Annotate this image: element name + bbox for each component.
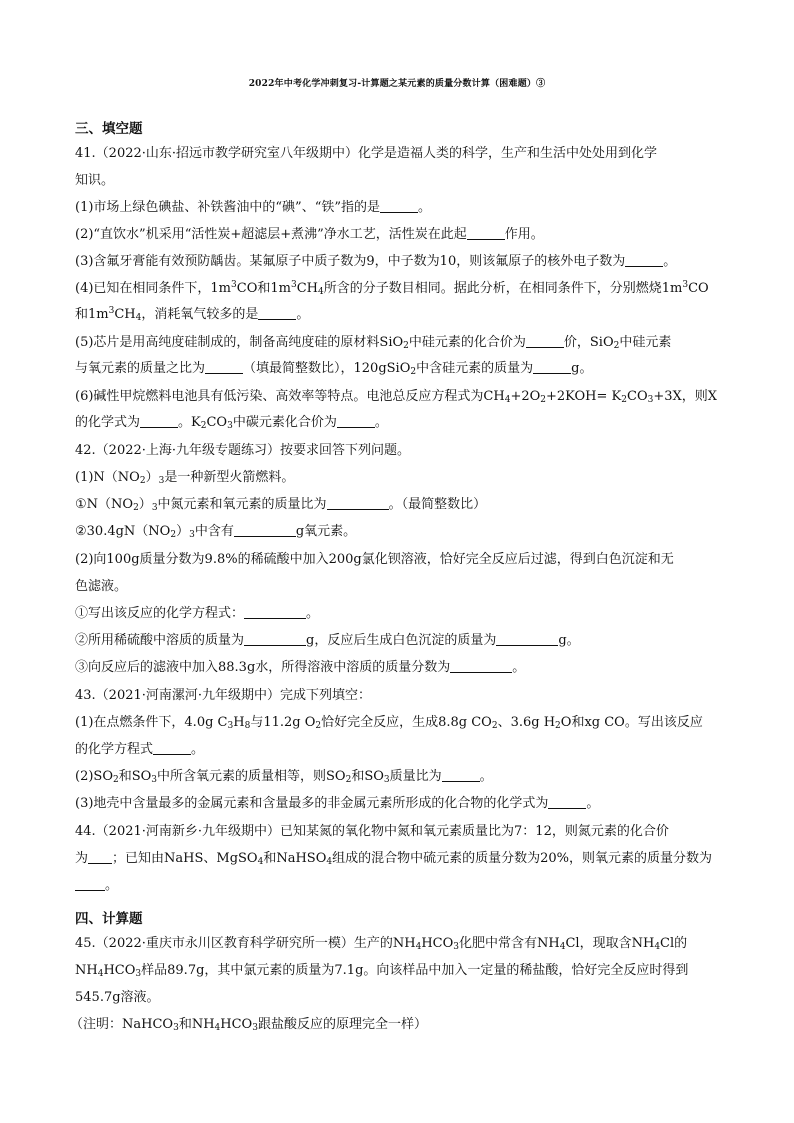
answer-blank[interactable] [88,850,112,864]
answer-blank[interactable] [75,877,105,891]
answer-blank[interactable] [258,306,296,320]
q41-part2: (2)“直饮水”机采用“活性炭+超滤层+煮沸”净水工艺，活性炭在此起 作用。 [75,227,544,242]
answer-blank[interactable] [625,253,663,267]
answer-blank[interactable] [327,496,389,510]
answer-blank[interactable] [496,632,558,646]
answer-blank[interactable] [140,414,178,428]
answer-blank[interactable] [450,659,512,673]
q41-part4-line2: 和$1m^3CH_4$，消耗氧气较多的是 。 [75,306,310,323]
q42-part1: $(1)N(NO_2)_3$是一种新型火箭燃料。 [75,470,295,486]
q45-line2: $NH_4HCO_3$样品89.7g，其中氯元素的质量为7.1g。向该样品中加入一定量的稀盐酸，恰好完全反应时得到 [75,963,689,979]
answer-blank[interactable] [244,632,306,646]
q42-part2-line1: (2)向100g质量分数为9.8%的稀硫酸中加入200g氯化钡溶液，恰好完全反应后过滤，得到白色沉淀和无 [75,552,674,567]
q42-stem: 42.（2022·上海·九年级专题练习）按要求回答下列问题。 [75,443,411,458]
answer-blank[interactable] [548,795,586,809]
q41-part5-line2: 与氧元素的质量之比为 （填最简整数比），120gSiO$_2$中含硅元素的质量为 g。 [75,361,593,377]
q45-line1: 45.（2022·重庆市永川区教育科学研究所一模）生产的$NH_4HCO_3$化肥中常含有$NH_4Cl$，现取含$NH_4Cl$的 [75,936,688,952]
answer-blank[interactable] [244,605,306,619]
page-title: 2022年中考化学冲刺复习-计算题之某元素的质量分数计算（困难题）③ [248,79,546,89]
answer-blank[interactable] [526,334,564,348]
q42-part2-sub1: ①写出该反应的化学方程式： 。 [75,606,320,621]
q44-line3: 。 [75,877,118,895]
q43-part1-line1: (1)在点燃条件下，4.0g $C_3H_8$与11.2g $O_2$恰好完全反应，生成8.8g $CO_2$、3.6g $H_2O$和xg CO。写出该反应 [75,715,703,731]
q43-part2: $(2)SO_2$和$SO_3$中所含氧元素的质量相等，则$SO_2$和$SO_3$质量比为 。 [75,769,493,785]
q44-line1: 44.（2021·河南新乡·九年级期中）已知某氮的氧化物中氮和氧元素质量比为7：12，则氮元素的化合价 [75,824,669,839]
q45-note: （注明：NaHCO$_3$和$NH_4HCO_3$跟盐酸反应的原理完全一样） [70,1017,427,1033]
answer-blank[interactable] [337,414,375,428]
q41-part6-line2: 的化学式为 。$K_2CO_3$中碳元素化合价为 。 [75,415,388,431]
q43-part1-line2: 的化学方程式 。 [75,742,205,757]
q43-part3: (3)地壳中含量最多的金属元素和含量最多的非金属元素所形成的化合物的化学式为 。 [75,796,600,811]
q42-sub1: $①N(NO_2)_3$中氮元素和氧元素的质量比为 。（最简整数比） [75,497,487,513]
answer-blank[interactable] [234,523,296,537]
answer-blank[interactable] [442,768,480,782]
answer-blank[interactable] [205,360,243,374]
q41-part6-line1: (6)碱性甲烷燃料电池具有低污染、高效率等特点。电池总反应方程式为$CH_4+2O_2+2KOH= K_2CO_3+3X$，则X [75,389,718,405]
answer-blank[interactable] [380,199,418,213]
answer-blank[interactable] [467,226,505,240]
q42-part2-line2: 色滤液。 [75,579,128,594]
answer-blank[interactable] [533,360,571,374]
section-heading-calculation: 四、计算题 [75,911,143,927]
q42-part2-sub2: ②所用稀硫酸中溶质的质量为 g，反应后生成白色沉淀的质量为 g。 [75,633,580,648]
q41-part1: (1)市场上绿色碘盐、补铁酱油中的“碘”、“铁”指的是 。 [75,200,432,215]
q45-line3: 545.7g溶液。 [75,990,160,1005]
section-heading-fill-in: 三、填空题 [75,121,143,137]
q41-stem-line2: 知识。 [75,173,115,188]
q41-part3: (3)含氟牙膏能有效预防龋齿。某氟原子中质子数为9，中子数为10，则该氟原子的核外电子数为 。 [75,254,677,269]
q41-part5-line1: (5)芯片是用高纯度硅制成的，制备高纯度硅的原材料SiO$_2$中硅元素的化合价为 价，SiO$_2$中硅元素 [75,335,672,351]
q41-stem-line1: 41.（2022·山东·招远市教学研究室八年级期中）化学是造福人类的科学，生产和生活中处处用到化学 [75,146,658,161]
q41-part4-line1: (4)已知在相同条件下，$1m^3CO$和$1m^3CH_4$所含的分子数目相同。据此分析，在相同条件下，分别燃烧$1m^3CO$ [75,280,709,297]
answer-blank[interactable] [153,741,191,755]
q42-sub2: $②30.4gN(NO_2)_3$中含有 g氧元素。 [75,524,357,540]
q42-part2-sub3: ③向反应后的滤液中加入88.3g水，所得溶液中溶质的质量分数为 。 [75,660,526,675]
q43-stem: 43.（2021·河南漯河·九年级期中）完成下列填空： [75,688,372,703]
q44-line2: 为 ；已知由NaHS、MgSO$_4$和NaHSO$_4$组成的混合物中硫元素的质量分数为20%，则氧元素的质量分数为 [75,851,712,867]
